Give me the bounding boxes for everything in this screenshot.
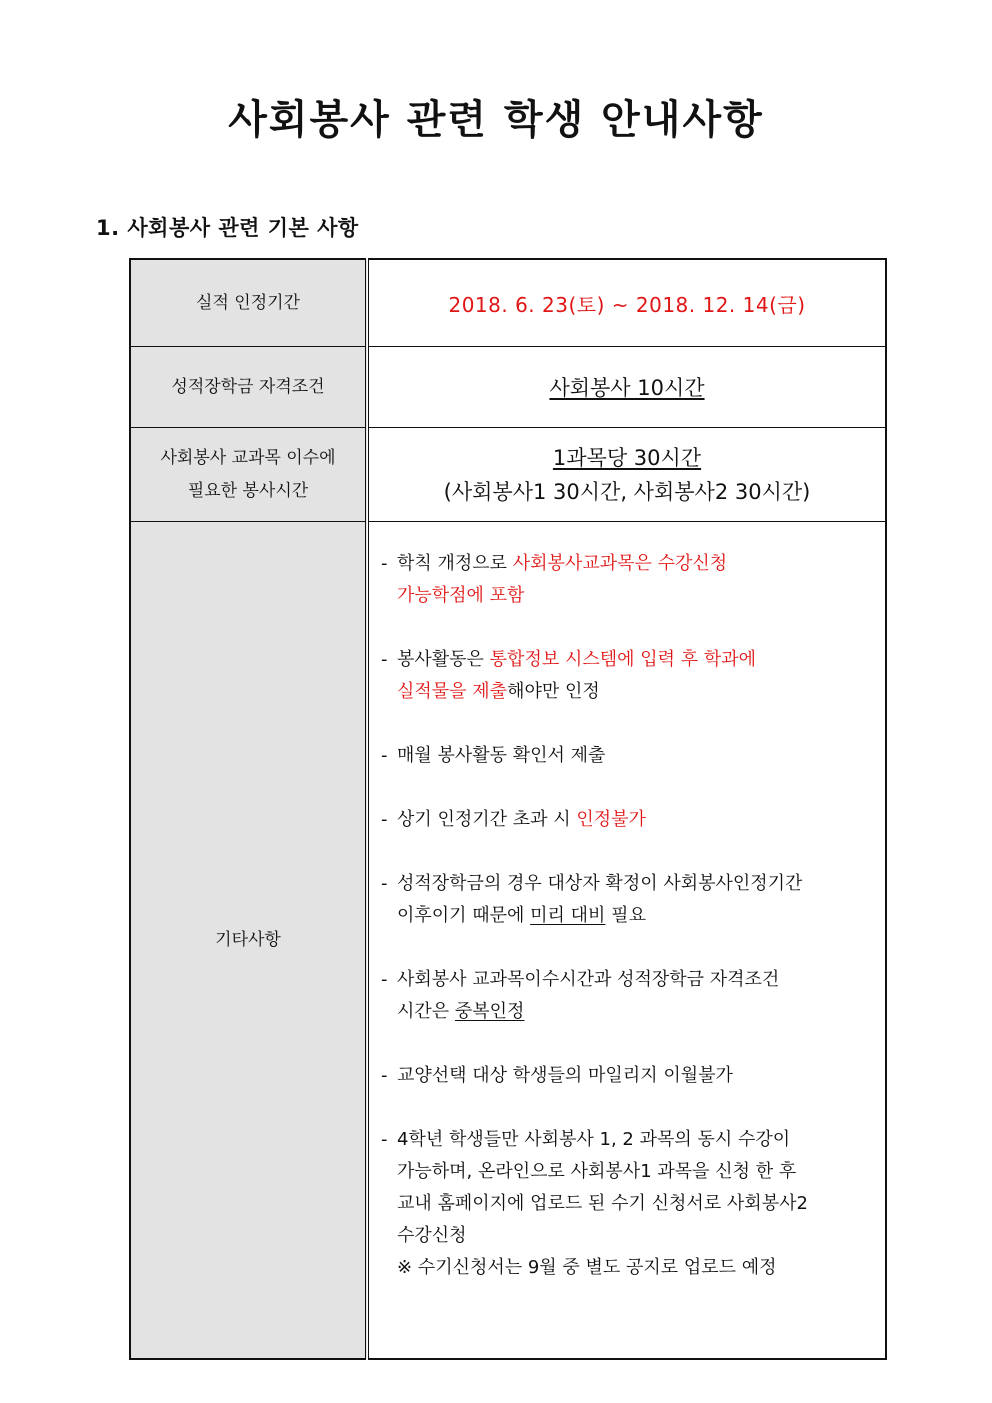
note-text: 매월 봉사활동 확인서 제출 [397,745,606,766]
period-label: 실적 인정기간 [130,259,367,347]
table-row-course [130,428,886,522]
note-highlight: 인정불가 [576,809,646,830]
table-row-scholarship [130,347,886,428]
note-item [381,644,875,708]
course-value-sub: (사회봉사1 30시간, 사회봉사2 30시간) [443,479,811,504]
note-highlight: 사회봉사교과목은 수강신청 [512,553,728,574]
note-dash: - [381,1065,388,1086]
note-text: 수강신청 [397,1225,467,1246]
note-text: 4학년 학생들만 사회봉사 1, 2 과목의 동시 수강이 [397,1129,791,1150]
note-dash: - [381,809,388,830]
note-underlined: 중복인정 [454,1001,525,1022]
note-highlight: 실적물을 제출 [397,681,508,702]
note-item [381,804,875,836]
note-highlight: 가능학점에 포함 [397,585,525,606]
note-text: 상기 인정기간 초과 시 [397,809,577,830]
note-underlined: 미리 대비 [530,905,606,926]
table-row-notes [130,522,886,1360]
section-heading: 1. 사회봉사 관련 기본 사항 [96,216,359,240]
note-text: 교내 홈페이지에 업로드 된 수기 신청서로 사회봉사2 [397,1193,808,1214]
notes-cell [367,522,886,1360]
note-footnote: ※ 수기신청서는 9월 중 별도 공지로 업로드 예정 [397,1257,777,1278]
course-label [130,428,367,522]
note-item [381,1060,875,1092]
note-text: 성적장학금의 경우 대상자 확정이 사회봉사인정기간 [397,873,803,894]
notes-list [381,548,875,1284]
course-value-cell [367,428,886,522]
note-text: 학칙 개정으로 [397,553,513,574]
note-text: 필요 [605,905,646,926]
note-text: 시간은 [397,1001,455,1022]
note-text: 해야만 인정 [507,681,600,702]
scholarship-label: 성적장학금 자격조건 [130,347,367,428]
info-table [129,258,887,1360]
note-highlight: 통합정보 시스템에 입력 후 학과에 [489,649,756,670]
table-row-period [130,259,886,347]
note-text: 이후이기 때문에 [397,905,531,926]
note-dash: - [381,873,388,894]
course-value-main [369,441,885,475]
note-text: 교양선택 대상 학생들의 마일리지 이월불가 [397,1065,733,1086]
note-item [381,1124,875,1284]
note-dash: - [381,649,388,670]
course-value-main-text: 1과목당 30시간 [552,445,702,470]
scholarship-value-cell [367,347,886,428]
course-label-line2: 필요한 봉사시간 [187,480,309,501]
notes-label: 기타사항 [130,522,367,1360]
note-dash: - [381,553,388,574]
note-text: 가능하며, 온라인으로 사회봉사1 과목을 신청 한 후 [397,1161,797,1182]
note-text: 사회봉사 교과목이수시간과 성적장학금 자격조건 [397,969,780,990]
note-item [381,548,875,612]
note-item [381,868,875,932]
scholarship-value: 사회봉사 10시간 [549,376,705,400]
note-dash: - [381,745,388,766]
period-value: 2018. 6. 23(토) ~ 2018. 12. 14(금) [448,292,806,317]
note-dash: - [381,1129,388,1150]
page-title: 사회봉사 관련 학생 안내사항 [228,97,764,143]
period-value-cell [367,259,886,347]
note-item [381,964,875,1028]
course-label-line1: 사회봉사 교과목 이수에 [160,447,336,468]
note-dash: - [381,969,388,990]
note-text: 봉사활동은 [397,649,490,670]
note-item [381,740,875,772]
